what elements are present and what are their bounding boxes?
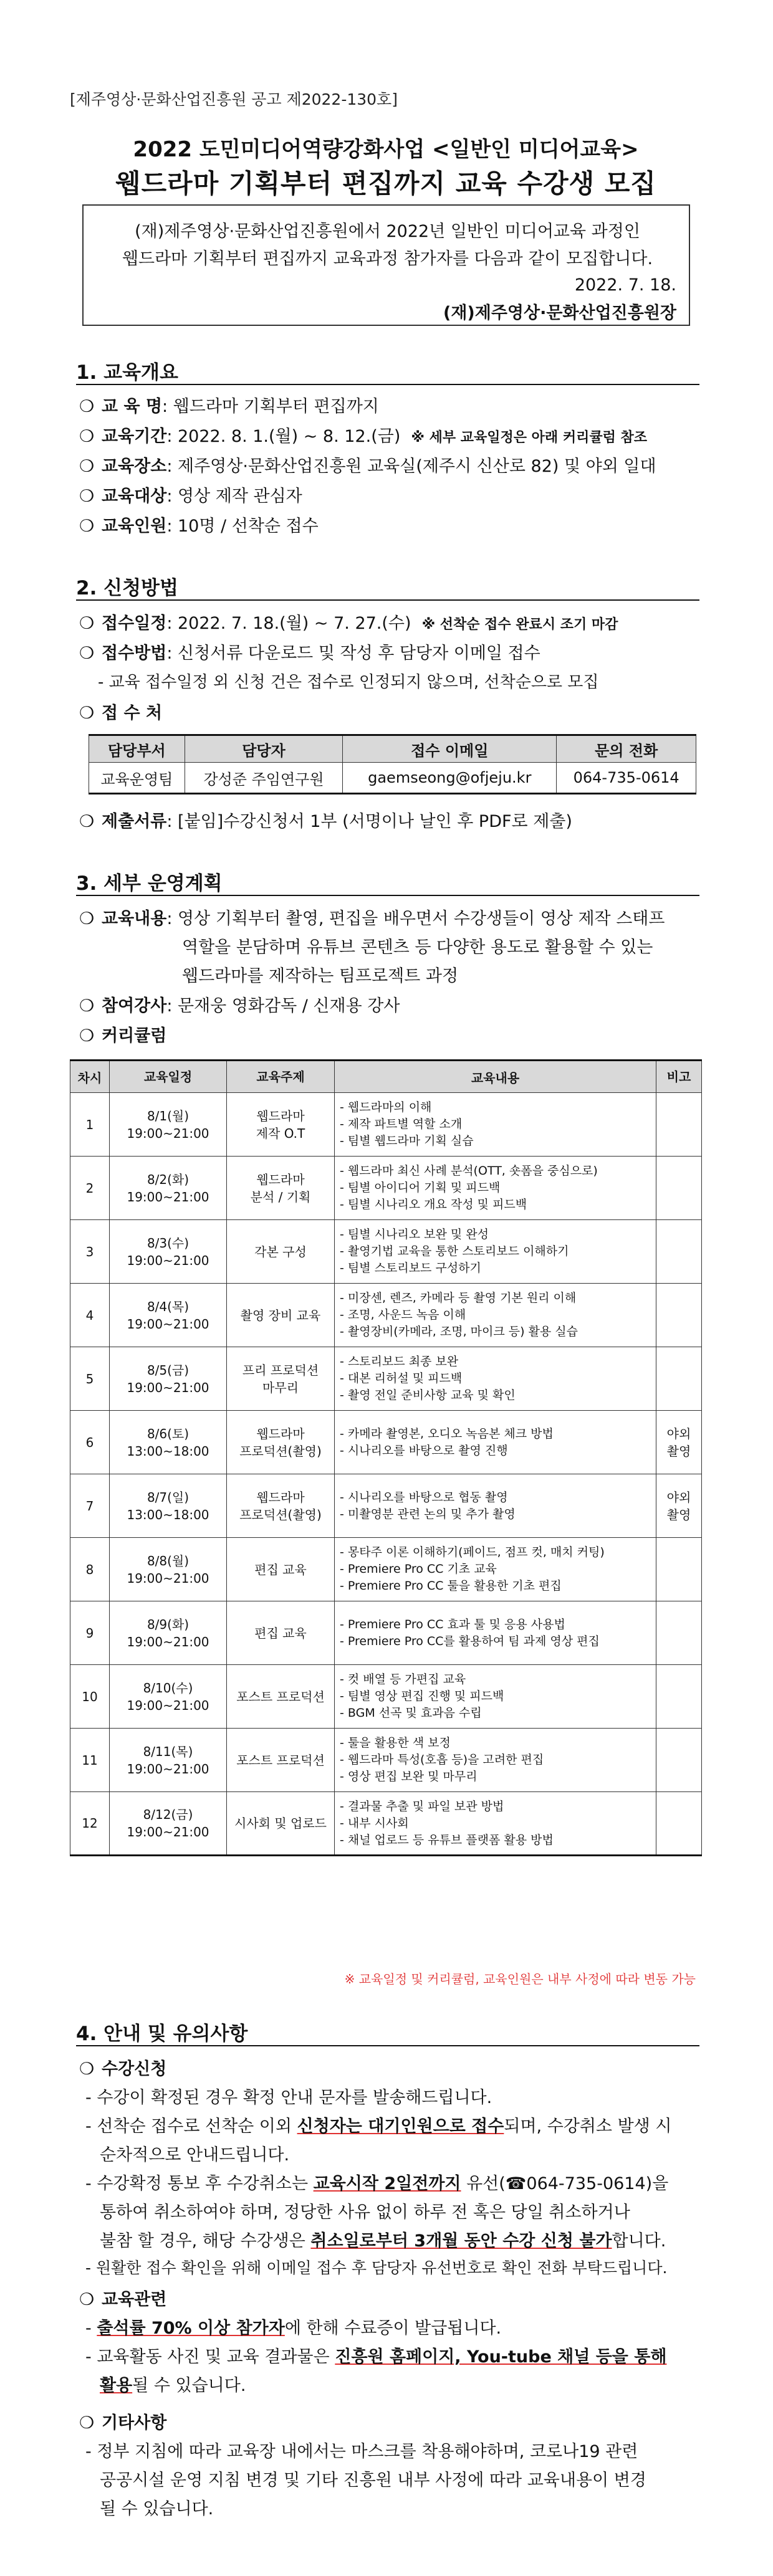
session-day: 8/3(수) <box>146 1235 190 1251</box>
apply-row-method <box>79 639 540 664</box>
curriculum-row <box>70 1411 702 1474</box>
session-content <box>335 1093 656 1157</box>
edu-line1 <box>85 2314 501 2339</box>
session-note-line: 야외 <box>666 1426 691 1441</box>
section2-heading: 2. 신청방법 <box>76 577 178 599</box>
session-content-line: - BGM 선곡 및 효과음 수립 <box>340 1706 482 1720</box>
session-topic-line: 포스트 프로덕션 <box>236 1689 325 1704</box>
emphasis-text: 신청자는 대기인원으로 접수 <box>297 2117 504 2136</box>
session-date <box>110 1093 227 1157</box>
contact-email-link[interactable]: gaemseong@ofjeju.kr <box>343 763 557 794</box>
emphasis-text: 진흥원 홈페이지, You-tube 채널 등을 통해 <box>335 2347 667 2367</box>
enroll-line2-cont: 순차적으로 안내드립니다. <box>100 2145 290 2165</box>
session-note-line: 촬영 <box>666 1443 691 1459</box>
session-topic-line: 각본 구성 <box>254 1244 307 1259</box>
notice-row-enroll <box>79 2055 166 2079</box>
session-content-line: - 웹드라마의 이해 <box>340 1100 432 1114</box>
apply-row-submit <box>79 808 572 832</box>
session-content <box>335 1538 656 1601</box>
session-time: 19:00~21:00 <box>127 1697 209 1713</box>
session-note <box>656 1601 702 1665</box>
session-content-line: - 웹드라마 최신 사례 분석(OTT, 숏폼을 중심으로) <box>340 1164 598 1178</box>
curriculum-table <box>70 1059 702 1856</box>
session-time: 13:00~18:00 <box>127 1443 209 1459</box>
session-content-line: - Premiere Pro CC 기초 교육 <box>340 1562 497 1576</box>
intro-text <box>96 218 679 273</box>
session-content-line: - 내부 시사회 <box>340 1816 409 1830</box>
session-date <box>110 1220 227 1284</box>
session-content-line: - 미장센, 렌즈, 카메라 등 촬영 기본 원리 이해 <box>340 1291 577 1305</box>
section3-divider <box>76 895 699 896</box>
row-value: : 신청서류 다운로드 및 작성 후 담당자 이메일 접수 <box>166 644 540 663</box>
session-date <box>110 1347 227 1411</box>
etc-line1: - 정부 지침에 따라 교육장 내에서는 마스크를 착용해야하며, 코로나19 관련 <box>85 2442 638 2461</box>
row-label: 교육장소 <box>102 457 167 476</box>
session-note-line: 촬영 <box>666 1507 691 1522</box>
row-value: : 2022. 8. 1.(월) ~ 8. 12.(금) <box>166 427 401 446</box>
section1-heading: 1. 교육개요 <box>76 361 178 384</box>
text-span: - 교육활동 사진 및 교육 결과물은 <box>85 2347 335 2367</box>
overview-row-name <box>79 393 379 417</box>
session-day: 8/10(수) <box>143 1680 193 1696</box>
enroll-line4: - 원활한 접수 확인을 위해 이메일 접수 후 담당자 유선번호로 확인 전화 부탁드립니다. <box>85 2259 668 2277</box>
session-note <box>656 1665 702 1729</box>
session-content-line: - 대본 리허설 및 피드백 <box>340 1371 463 1385</box>
contact-header: 문의 전화 <box>557 735 696 763</box>
overview-row-place <box>79 452 656 477</box>
session-topic <box>227 1665 335 1729</box>
enroll-line3-cont2 <box>100 2227 666 2251</box>
session-content-line: - 결과물 추출 및 파일 보관 방법 <box>340 1799 504 1813</box>
session-note <box>656 1792 702 1856</box>
emphasis-text: 교육시작 2일전까지 <box>313 2174 461 2193</box>
session-number <box>70 1411 110 1474</box>
text-span: 될 수 있습니다. <box>132 2376 246 2395</box>
curriculum-header: 교육일정 <box>110 1061 227 1093</box>
row-label: 제출서류 <box>102 812 167 831</box>
session-topic-line: 마무리 <box>262 1380 299 1395</box>
session-content-line: - 컷 배열 등 가편집 교육 <box>340 1672 466 1686</box>
plan-row-content <box>79 905 665 929</box>
session-day: 8/11(목) <box>143 1744 193 1759</box>
session-number <box>70 1601 110 1665</box>
section1-divider <box>76 384 699 385</box>
edu-line2-cont <box>100 2372 246 2396</box>
circle-bullet-icon: ❍ <box>79 812 95 831</box>
session-number-text: 9 <box>85 1625 94 1641</box>
session-topic-line: 편집 교육 <box>254 1625 307 1641</box>
session-topic <box>227 1157 335 1220</box>
session-content-line: - 웹드라마 특성(호흡 등)을 고려한 편집 <box>340 1753 544 1767</box>
session-date <box>110 1665 227 1729</box>
session-note <box>656 1284 702 1347</box>
row-label: 기타사항 <box>102 2413 167 2433</box>
etc-line3: 될 수 있습니다. <box>100 2499 214 2519</box>
row-value: : 영상 기획부터 촬영, 편집을 배우면서 수강생들이 영상 제작 스태프 <box>166 909 665 928</box>
enroll-line1: - 수강이 확정된 경우 확정 안내 문자를 발송해드립니다. <box>85 2088 492 2107</box>
session-number <box>70 1284 110 1347</box>
session-number <box>70 1538 110 1601</box>
session-time: 19:00~21:00 <box>127 1380 209 1395</box>
circle-bullet-icon: ❍ <box>79 517 95 536</box>
session-number-text: 11 <box>82 1752 98 1768</box>
curriculum-row <box>70 1665 702 1729</box>
session-day: 8/9(화) <box>146 1616 190 1632</box>
row-value: : 10명 / 선착순 접수 <box>166 517 319 536</box>
intro-org: (재)제주영상·문화산업진흥원장 <box>443 303 676 323</box>
session-content-line: - 영상 편집 보완 및 마무리 <box>340 1770 478 1783</box>
session-topic-line: 웹드라마 <box>256 1171 305 1187</box>
session-topic-line: 제작 O.T <box>256 1125 305 1141</box>
circle-bullet-icon: ❍ <box>79 704 95 723</box>
row-label: 교육관련 <box>102 2290 167 2309</box>
plan-row-curriculum <box>79 1022 166 1046</box>
session-content-line: - 촬영기법 교육을 통한 스토리보드 이해하기 <box>340 1244 569 1258</box>
session-content <box>335 1284 656 1347</box>
row-label: 접수방법 <box>102 644 167 663</box>
intro-box <box>82 204 690 326</box>
session-content <box>335 1792 656 1856</box>
session-number-text: 3 <box>85 1244 94 1259</box>
circle-bullet-icon: ❍ <box>79 644 95 663</box>
circle-bullet-icon: ❍ <box>79 1026 95 1046</box>
row-value: : [붙임]수강신청서 1부 (서명이나 날인 후 PDF로 제출) <box>166 812 572 831</box>
etc-line2: 공공시설 운영 지침 변경 및 기타 진흥원 내부 사정에 따라 교육내용이 변경 <box>100 2471 646 2490</box>
session-content-line: - Premiere Pro CC 효과 툴 및 응용 사용법 <box>340 1617 565 1631</box>
curriculum-header: 교육주제 <box>227 1061 335 1093</box>
session-topic <box>227 1093 335 1157</box>
contact-header-row <box>89 735 696 763</box>
row-label: 수강신청 <box>102 2059 167 2079</box>
page-title: 웹드라마 기획부터 편집까지 교육 수강생 모집 <box>115 168 656 199</box>
session-content <box>335 1157 656 1220</box>
intro-date: 2022. 7. 18. <box>574 275 676 295</box>
session-content <box>335 1729 656 1792</box>
contact-phone: 064-735-0614 <box>557 763 696 794</box>
row-value: : 제주영상·문화산업진흥원 교육실(제주시 신산로 82) 및 야외 일대 <box>166 457 656 476</box>
plan-content-line3: 웹드라마를 제작하는 팀프로젝트 과정 <box>182 966 459 986</box>
session-number <box>70 1792 110 1856</box>
plan-content-line2: 역할을 분담하며 유튜브 콘텐츠 등 다양한 용도로 활용할 수 있는 <box>182 938 653 957</box>
circle-bullet-icon: ❍ <box>79 2413 95 2433</box>
session-content <box>335 1474 656 1538</box>
session-topic <box>227 1474 335 1538</box>
row-label: 교육인원 <box>102 517 167 536</box>
session-content-line: - 팀별 시나리오 개요 작성 및 피드백 <box>340 1198 527 1211</box>
session-number-text: 5 <box>85 1371 94 1386</box>
session-number <box>70 1220 110 1284</box>
session-topic <box>227 1729 335 1792</box>
overview-row-count <box>79 512 319 537</box>
row-value: : 문재웅 영화감독 / 신재용 강사 <box>166 996 400 1016</box>
apply-row-contact <box>79 699 162 723</box>
row-value: : 2022. 7. 18.(월) ~ 7. 27.(수) <box>166 614 411 633</box>
session-number <box>70 1347 110 1411</box>
notice-row-edu <box>79 2286 166 2310</box>
session-note <box>656 1157 702 1220</box>
overview-row-period <box>79 422 647 447</box>
session-content-line: - Premiere Pro CC 툴을 활용한 기초 편집 <box>340 1579 562 1593</box>
session-number-text: 6 <box>85 1434 94 1450</box>
row-label: 접 수 처 <box>102 704 163 723</box>
session-content-line: - 미촬영분 관련 논의 및 추가 촬영 <box>340 1507 516 1521</box>
enroll-line3 <box>85 2170 668 2194</box>
session-day: 8/7(일) <box>146 1489 190 1505</box>
session-topic <box>227 1347 335 1411</box>
edu-line2 <box>85 2343 666 2367</box>
session-topic-line: 프로덕션(촬영) <box>239 1443 322 1459</box>
section2-divider <box>76 599 699 601</box>
row-label: 접수일정 <box>102 614 167 633</box>
apply-method-sub: - 교육 접수일정 외 신청 건은 접수로 인정되지 않으며, 선착순으로 모집 <box>98 673 599 692</box>
curriculum-row <box>70 1093 702 1157</box>
session-content-line: - Premiere Pro CC를 활용하여 팀 과제 영상 편집 <box>340 1634 600 1648</box>
text-span: 유선(☎064-735-0614)을 <box>461 2174 669 2193</box>
session-number-text: 2 <box>85 1180 94 1196</box>
row-label: 교 육 명 <box>102 397 163 416</box>
row-note: ※ 선착순 접수 완료시 조기 마감 <box>421 617 618 632</box>
curriculum-row <box>70 1474 702 1538</box>
circle-bullet-icon: ❍ <box>79 427 95 446</box>
session-time: 19:00~21:00 <box>127 1125 209 1141</box>
session-date <box>110 1729 227 1792</box>
session-topic-line: 편집 교육 <box>254 1562 307 1577</box>
session-number-text: 12 <box>82 1816 98 1831</box>
session-note <box>656 1093 702 1157</box>
session-content-line: - 팀별 영상 편집 진행 및 피드백 <box>340 1689 504 1703</box>
session-topic-line: 분석 / 기획 <box>250 1189 311 1205</box>
curriculum-header-row <box>70 1061 702 1093</box>
circle-bullet-icon: ❍ <box>79 457 95 476</box>
session-date <box>110 1538 227 1601</box>
curriculum-row <box>70 1792 702 1856</box>
curriculum-row <box>70 1220 702 1284</box>
session-topic-line: 포스트 프로덕션 <box>236 1752 325 1768</box>
session-date <box>110 1792 227 1856</box>
session-note <box>656 1474 702 1538</box>
session-topic-line: 시사회 및 업로드 <box>234 1816 327 1831</box>
text-span: 합니다. <box>612 2231 666 2251</box>
contact-header: 담당부서 <box>89 735 185 763</box>
enroll-line2 <box>85 2112 671 2137</box>
session-time: 19:00~21:00 <box>127 1570 209 1586</box>
session-date <box>110 1601 227 1665</box>
session-number-text: 7 <box>85 1498 94 1514</box>
session-content-line: - 팀별 시나리오 보완 및 완성 <box>340 1228 489 1241</box>
text-span: 에 한해 수료증이 발급됩니다. <box>284 2319 502 2338</box>
emphasis-text: 활용 <box>100 2376 133 2395</box>
session-content <box>335 1220 656 1284</box>
session-topic-line: 웹드라마 <box>256 1426 305 1441</box>
contact-row <box>89 763 696 794</box>
session-content <box>335 1665 656 1729</box>
row-label: 커리큘럼 <box>102 1026 167 1046</box>
session-content <box>335 1601 656 1665</box>
apply-row-period <box>79 609 618 634</box>
contact-person: 강성준 주임연구원 <box>185 763 343 794</box>
text-span: - <box>85 2319 97 2338</box>
contact-department: 교육운영팀 <box>89 763 185 794</box>
section4-heading: 4. 안내 및 유의사항 <box>76 2023 248 2045</box>
session-topic-line: 웹드라마 <box>256 1108 305 1123</box>
session-number <box>70 1474 110 1538</box>
session-content-line: - 촬영 전일 준비사항 교육 및 확인 <box>340 1388 516 1402</box>
session-topic <box>227 1538 335 1601</box>
circle-bullet-icon: ❍ <box>79 397 95 416</box>
row-label: 참여강사 <box>102 996 167 1016</box>
intro-line1: (재)제주영상·문화산업진흥원에서 2022년 일반인 미디어교육 과정인 <box>135 222 640 241</box>
session-number-text: 8 <box>85 1562 94 1577</box>
curriculum-row <box>70 1538 702 1601</box>
session-day: 8/4(목) <box>146 1299 190 1314</box>
session-note <box>656 1220 702 1284</box>
notice-number: [제주영상·문화산업진흥원 공고 제2022-130호] <box>70 90 398 108</box>
session-topic <box>227 1411 335 1474</box>
session-topic-line: 촬영 장비 교육 <box>240 1307 321 1323</box>
session-note-line: 야외 <box>666 1489 691 1505</box>
session-topic <box>227 1792 335 1856</box>
section4-divider <box>76 2045 699 2046</box>
session-time: 13:00~18:00 <box>127 1507 209 1522</box>
session-time: 19:00~21:00 <box>127 1252 209 1268</box>
title-line1: 2022 도민미디어역량강화사업 <일반인 미디어교육> <box>133 137 639 162</box>
circle-bullet-icon: ❍ <box>79 487 95 506</box>
notice-row-etc <box>79 2409 166 2433</box>
session-topic <box>227 1220 335 1284</box>
contact-header: 담당자 <box>185 735 343 763</box>
section3-heading: 3. 세부 운영계획 <box>76 872 223 895</box>
text-span: - 선착순 접수로 선착순 이외 <box>85 2117 297 2136</box>
session-number-text: 4 <box>85 1307 94 1323</box>
session-content-line: - 조명, 사운드 녹음 이해 <box>340 1308 466 1322</box>
curriculum-header: 교육내용 <box>335 1061 656 1093</box>
curriculum-row <box>70 1347 702 1411</box>
session-topic-line: 프리 프로덕션 <box>242 1362 319 1378</box>
text-span: 되며, 수강취소 발생 시 <box>504 2117 672 2136</box>
session-day: 8/1(월) <box>146 1108 190 1123</box>
session-date <box>110 1284 227 1347</box>
session-date <box>110 1474 227 1538</box>
curriculum-header: 비고 <box>656 1061 702 1093</box>
session-content-line: - 카메라 촬영본, 오디오 녹음본 체크 방법 <box>340 1426 554 1441</box>
session-topic-line: 웹드라마 <box>256 1489 305 1505</box>
session-content-line: - 몽타주 이론 이해하기(페이드, 점프 컷, 매치 커팅) <box>340 1545 605 1559</box>
session-number-text: 1 <box>85 1117 94 1132</box>
contact-table <box>89 734 696 794</box>
session-time: 19:00~21:00 <box>127 1316 209 1332</box>
session-content-line: - 시나리오를 바탕으로 촬영 진행 <box>340 1443 508 1457</box>
session-number-text: 10 <box>82 1689 98 1704</box>
circle-bullet-icon: ❍ <box>79 614 95 633</box>
session-topic <box>227 1284 335 1347</box>
session-note <box>656 1411 702 1474</box>
row-value: : 웹드라마 기획부터 편집까지 <box>162 397 379 416</box>
session-topic <box>227 1601 335 1665</box>
session-note <box>656 1729 702 1792</box>
session-date <box>110 1157 227 1220</box>
session-content-line: - 팀별 웹드라마 기획 실습 <box>340 1134 474 1148</box>
text-span: - 수강확정 통보 후 수강취소는 <box>85 2174 314 2193</box>
row-note: ※ 세부 교육일정은 아래 커리큘럼 참조 <box>411 430 647 446</box>
session-day: 8/5(금) <box>146 1362 190 1378</box>
intro-line2: 웹드라마 기획부터 편집까지 교육과정 참가자를 다음과 같이 모집합니다. <box>122 249 653 269</box>
session-day: 8/6(토) <box>146 1426 190 1441</box>
circle-bullet-icon: ❍ <box>79 909 95 928</box>
text-span: 불참 할 경우, 해당 수강생은 <box>100 2231 311 2251</box>
session-content-line: - 채널 업로드 등 유튜브 플랫폼 활용 방법 <box>340 1833 554 1847</box>
curriculum-row <box>70 1729 702 1792</box>
curriculum-header: 차시 <box>70 1061 110 1093</box>
row-label: 교육내용 <box>102 909 167 928</box>
session-content-line: - 툴을 활용한 색 보정 <box>340 1736 451 1750</box>
circle-bullet-icon: ❍ <box>79 2290 95 2309</box>
contact-header: 접수 이메일 <box>343 735 557 763</box>
session-number <box>70 1665 110 1729</box>
session-content-line: - 팀별 스토리보드 구성하기 <box>340 1261 481 1275</box>
session-note <box>656 1347 702 1411</box>
curriculum-footnote: ※ 교육일정 및 커리큘럼, 교육인원은 내부 사정에 따라 변동 가능 <box>344 1972 696 1987</box>
session-topic-line: 프로덕션(촬영) <box>239 1507 322 1522</box>
emphasis-text: 출석률 70% 이상 참가자 <box>97 2319 285 2338</box>
session-number <box>70 1157 110 1220</box>
session-time: 19:00~21:00 <box>127 1761 209 1777</box>
session-day: 8/2(화) <box>146 1171 190 1187</box>
session-day: 8/12(금) <box>143 1807 193 1822</box>
circle-bullet-icon: ❍ <box>79 2059 95 2079</box>
circle-bullet-icon: ❍ <box>79 996 95 1016</box>
emphasis-text: 취소일로부터 3개월 동안 수강 신청 불가 <box>310 2231 612 2251</box>
overview-row-target <box>79 482 302 507</box>
session-day: 8/8(월) <box>146 1553 190 1568</box>
session-time: 19:00~21:00 <box>127 1825 209 1839</box>
session-content <box>335 1347 656 1411</box>
curriculum-row <box>70 1284 702 1347</box>
row-value: : 영상 제작 관심자 <box>166 487 302 506</box>
row-label: 교육기간 <box>102 427 167 446</box>
curriculum-row <box>70 1157 702 1220</box>
plan-row-lecturer <box>79 992 400 1016</box>
row-label: 교육대상 <box>102 487 167 506</box>
session-number <box>70 1093 110 1157</box>
session-content-line: - 팀별 아이디어 기획 및 피드백 <box>340 1181 501 1195</box>
curriculum-row <box>70 1601 702 1665</box>
session-number <box>70 1729 110 1792</box>
session-content-line: - 시나리오를 바탕으로 협동 촬영 <box>340 1490 508 1504</box>
session-content-line: - 촬영장비(카메라, 조명, 마이크 등) 활용 실습 <box>340 1325 579 1338</box>
session-date <box>110 1411 227 1474</box>
session-note <box>656 1538 702 1601</box>
session-content-line: - 제작 파트별 역할 소개 <box>340 1117 463 1131</box>
session-content <box>335 1411 656 1474</box>
session-time: 19:00~21:00 <box>127 1634 209 1649</box>
enroll-line3-cont1: 통하여 취소하여야 하며, 정당한 사유 없이 하루 전 혹은 당일 취소하거나 <box>100 2203 630 2222</box>
session-time: 19:00~21:00 <box>127 1189 209 1205</box>
session-content-line: - 스토리보드 최종 보완 <box>340 1355 459 1368</box>
